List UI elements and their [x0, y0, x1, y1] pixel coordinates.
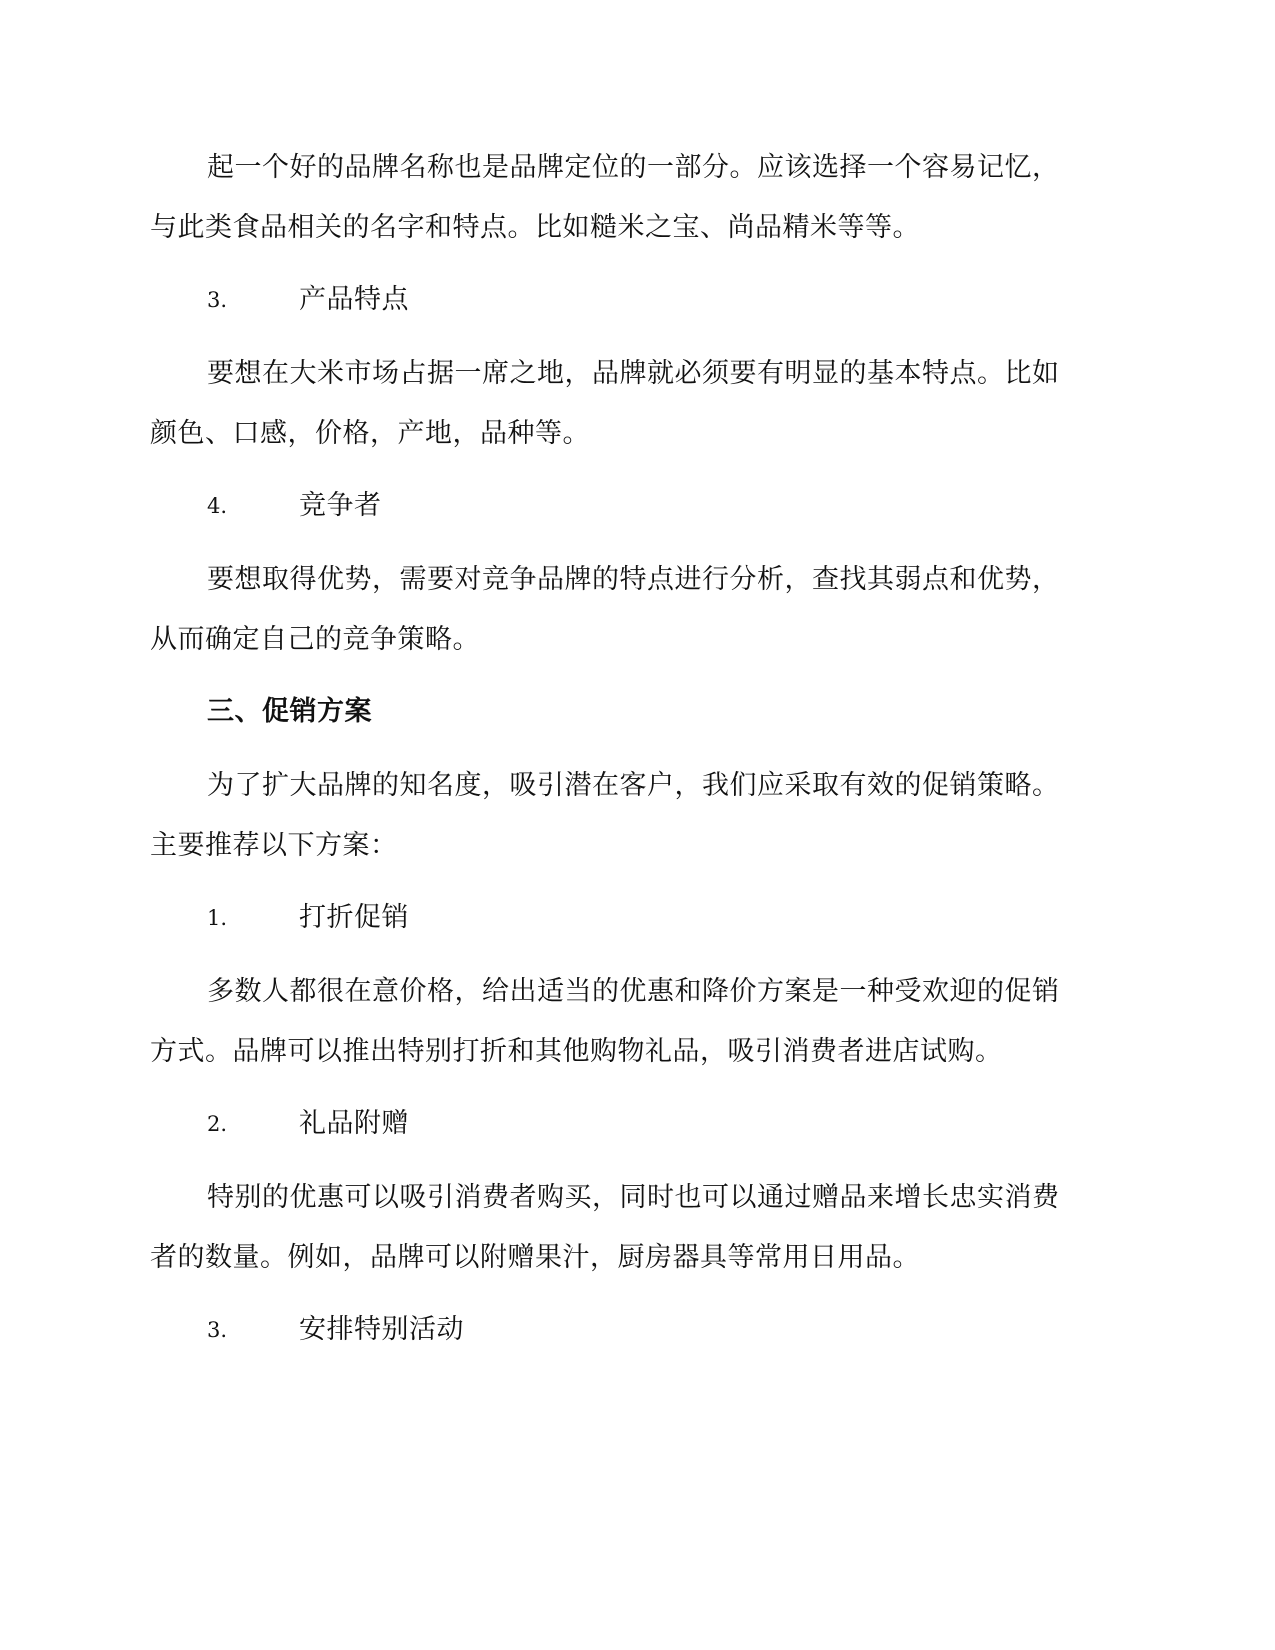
- list-item-gifts: [207, 1094, 409, 1154]
- list-label: 竞争者: [299, 490, 382, 521]
- paragraph-competitors: [150, 550, 1110, 670]
- paragraph-promotion-intro: [150, 756, 1110, 876]
- list-number: 3.: [207, 1318, 228, 1342]
- paragraph-product-features: [150, 344, 1110, 464]
- list-number: 4.: [207, 494, 228, 518]
- list-item-discount: [207, 888, 409, 948]
- list-label: 安排特别活动: [299, 1314, 464, 1345]
- list-item-competitors: [207, 476, 382, 536]
- list-label: 打折促销: [299, 902, 409, 933]
- list-label: 礼品附赠: [299, 1108, 409, 1139]
- paragraph-discount: [150, 962, 1110, 1082]
- paragraph-line: 要想取得优势，需要对竞争品牌的特点进行分析，查找其弱点和优势，: [207, 564, 1060, 595]
- paragraph-line: 者的数量。例如，品牌可以附赠果汁，厨房器具等常用日用品。: [150, 1242, 920, 1273]
- paragraph-line: 主要推荐以下方案：: [150, 830, 398, 861]
- paragraph-line: 特别的优惠可以吸引消费者购买，同时也可以通过赠品来增长忠实消费: [207, 1182, 1060, 1213]
- paragraph-line: 多数人都很在意价格，给出适当的优惠和降价方案是一种受欢迎的促销: [207, 976, 1060, 1007]
- paragraph-line: 与此类食品相关的名字和特点。比如糙米之宝、尚品精米等等。: [150, 212, 920, 243]
- section-heading: 三、促销方案: [207, 696, 372, 727]
- paragraph-gifts: [150, 1168, 1110, 1288]
- list-number: 2.: [207, 1112, 228, 1136]
- paragraph-line: 方式。品牌可以推出特别打折和其他购物礼品，吸引消费者进店试购。: [150, 1036, 1003, 1067]
- list-number: 3.: [207, 288, 228, 312]
- paragraph-line: 要想在大米市场占据一席之地，品牌就必须要有明显的基本特点。比如: [207, 358, 1060, 389]
- list-number: 1.: [207, 906, 228, 930]
- list-label: 产品特点: [299, 284, 409, 315]
- paragraph-brand-name: [150, 138, 1110, 258]
- list-item-product-features: [207, 270, 409, 330]
- list-item-events: [207, 1300, 464, 1360]
- paragraph-line: 为了扩大品牌的知名度，吸引潜在客户，我们应采取有效的促销策略。: [207, 770, 1060, 801]
- paragraph-line: 颜色、口感，价格，产地，品种等。: [150, 418, 590, 449]
- paragraph-line: 起一个好的品牌名称也是品牌定位的一部分。应该选择一个容易记忆，: [207, 152, 1060, 183]
- paragraph-line: 从而确定自己的竞争策略。: [150, 624, 480, 655]
